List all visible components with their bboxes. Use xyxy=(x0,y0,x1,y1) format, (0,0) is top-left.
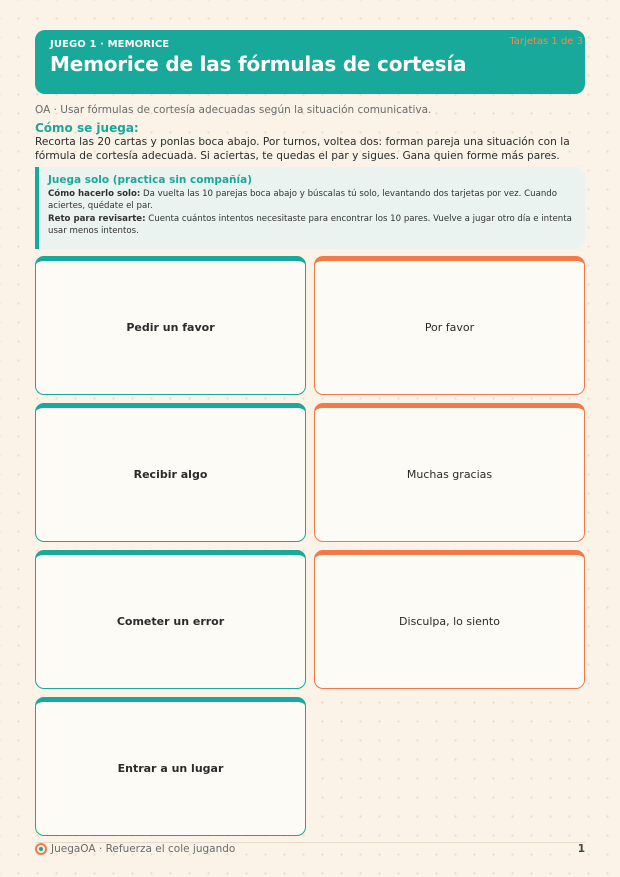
solo-box xyxy=(35,167,585,249)
card-formula xyxy=(314,256,585,395)
card-text: Disculpa, lo siento xyxy=(399,615,500,628)
card-text: Muchas gracias xyxy=(406,468,493,481)
solo-how xyxy=(48,189,575,212)
footer-brand: JuegaOA · Refuerza el cole jugando xyxy=(51,843,236,855)
card-situation xyxy=(35,550,306,689)
howto-text: Recorta las 20 cartas y ponlas boca abajo. Por turnos, voltea dos: forman pareja una situación con la fórmula de cortesía adecuada. Si aciertas, te quedas el par y sigues. Gana quien forme más pares. xyxy=(35,136,570,162)
card-situation xyxy=(35,697,306,836)
solo-challenge-text: Cuenta cuántos intentos necesitaste para encontrar los 10 pares. Vuelve a jugar otro día e intenta usar menos intentos. xyxy=(48,214,572,236)
card-text: Cometer un error xyxy=(116,615,225,628)
page-title: Memorice de las fórmulas de cortesía xyxy=(50,52,467,76)
cards-tag: Tarjetas 1 de 3 xyxy=(509,36,583,47)
solo-how-text: Da vuelta las 10 parejas boca abajo y búscalas tú solo, levantando dos tarjetas por vez. Cuando aciertes, quédate el par. xyxy=(48,189,558,211)
card-formula xyxy=(314,403,585,542)
card-text: Recibir algo xyxy=(133,468,208,481)
brand-logo-icon xyxy=(35,843,47,855)
card-situation xyxy=(35,256,306,395)
game-kicker: JUEGO 1 · MEMORICE xyxy=(50,39,170,50)
howto-title: Cómo se juega: xyxy=(35,121,139,135)
card-text: Pedir un favor xyxy=(126,321,215,334)
card-text: Por favor xyxy=(424,321,475,334)
solo-challenge-label: Reto para revisarte: xyxy=(48,214,146,225)
card-text: Entrar a un lugar xyxy=(117,762,224,775)
solo-how-label: Cómo hacerlo solo: xyxy=(48,189,141,199)
card-formula xyxy=(314,550,585,689)
learning-objective: OA · Usar fórmulas de cortesía adecuadas según la situación comunicativa. xyxy=(35,104,432,116)
page-number: 1 xyxy=(577,843,585,855)
solo-challenge xyxy=(48,214,575,237)
header-banner xyxy=(35,30,585,94)
card-situation xyxy=(35,403,306,542)
solo-title: Juega solo (practica sin compañía) xyxy=(48,174,252,186)
